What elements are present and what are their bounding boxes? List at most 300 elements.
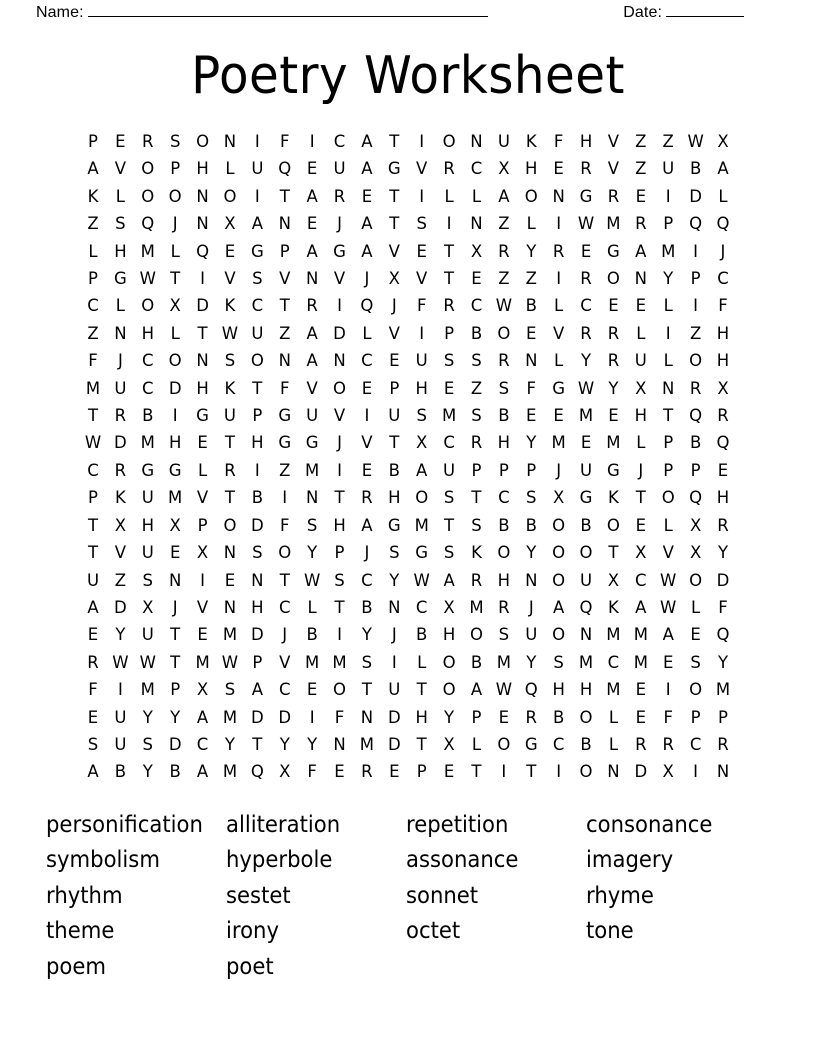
grid-cell[interactable]: V: [416, 269, 428, 289]
grid-cell[interactable]: P: [663, 460, 674, 480]
grid-cell[interactable]: Z: [635, 159, 647, 179]
grid-cell[interactable]: S: [361, 652, 373, 672]
grid-cell[interactable]: I: [309, 707, 315, 727]
grid-cell[interactable]: B: [498, 515, 510, 535]
grid-cell[interactable]: F: [279, 378, 290, 398]
grid-cell[interactable]: L: [636, 323, 646, 343]
grid-cell[interactable]: R: [498, 351, 510, 371]
grid-cell[interactable]: U: [497, 132, 510, 151]
grid-cell[interactable]: T: [444, 515, 455, 535]
grid-cell[interactable]: X: [607, 570, 620, 590]
grid-cell[interactable]: H: [415, 707, 428, 727]
grid-cell[interactable]: C: [580, 296, 592, 316]
grid-cell[interactable]: F: [334, 707, 345, 727]
grid-cell[interactable]: B: [525, 515, 537, 535]
grid-cell[interactable]: L: [663, 515, 673, 535]
grid-cell[interactable]: D: [333, 323, 346, 343]
grid-cell[interactable]: V: [224, 269, 236, 289]
grid-cell[interactable]: Z: [662, 132, 674, 151]
grid-cell[interactable]: S: [471, 515, 482, 535]
grid-cell[interactable]: X: [416, 433, 428, 453]
grid-cell[interactable]: R: [361, 488, 373, 508]
name-write-line[interactable]: [88, 4, 488, 17]
grid-cell[interactable]: E: [361, 460, 373, 480]
grid-cell[interactable]: H: [442, 625, 456, 645]
grid-cell[interactable]: A: [470, 680, 483, 700]
grid-cell[interactable]: S: [553, 652, 564, 672]
grid-cell[interactable]: A: [361, 132, 373, 151]
grid-cell[interactable]: X: [662, 762, 674, 782]
grid-cell[interactable]: M: [469, 597, 484, 617]
grid-cell[interactable]: A: [361, 159, 373, 179]
grid-cell[interactable]: B: [470, 323, 483, 343]
grid-cell[interactable]: E: [580, 241, 592, 261]
grid-cell[interactable]: E: [443, 762, 455, 782]
word-bank-item[interactable]: octet: [406, 918, 461, 945]
grid-cell[interactable]: L: [471, 734, 482, 754]
grid-cell[interactable]: D: [250, 707, 264, 727]
grid-cell[interactable]: R: [635, 214, 647, 234]
grid-cell[interactable]: D: [168, 734, 182, 754]
grid-cell[interactable]: L: [471, 186, 482, 206]
grid-cell[interactable]: V: [662, 543, 674, 563]
grid-cell[interactable]: E: [526, 323, 537, 343]
grid-cell[interactable]: N: [223, 543, 237, 563]
grid-cell[interactable]: E: [361, 186, 373, 206]
grid-cell[interactable]: L: [170, 323, 180, 343]
grid-cell[interactable]: X: [224, 214, 236, 234]
grid-cell[interactable]: B: [525, 296, 537, 316]
grid-cell[interactable]: G: [196, 406, 209, 426]
grid-cell[interactable]: O: [168, 186, 182, 206]
grid-cell[interactable]: W: [221, 652, 239, 672]
grid-cell[interactable]: U: [662, 159, 675, 179]
grid-cell[interactable]: T: [389, 186, 400, 206]
grid-cell[interactable]: P: [690, 707, 701, 727]
grid-cell[interactable]: Q: [579, 597, 593, 617]
grid-cell[interactable]: L: [718, 186, 728, 206]
grid-cell[interactable]: R: [717, 515, 729, 535]
grid-cell[interactable]: T: [416, 734, 427, 754]
grid-cell[interactable]: P: [197, 515, 208, 535]
grid-cell[interactable]: N: [223, 597, 237, 617]
grid-cell[interactable]: N: [579, 625, 593, 645]
grid-cell[interactable]: Z: [114, 570, 127, 590]
grid-cell[interactable]: O: [442, 680, 456, 700]
grid-cell[interactable]: W: [660, 570, 677, 590]
grid-cell[interactable]: H: [716, 323, 730, 343]
grid-cell[interactable]: E: [717, 460, 729, 480]
grid-cell[interactable]: S: [498, 625, 510, 645]
grid-cell[interactable]: I: [309, 132, 315, 151]
grid-cell[interactable]: O: [141, 186, 155, 206]
grid-cell[interactable]: E: [498, 707, 510, 727]
grid-cell[interactable]: E: [635, 680, 647, 700]
grid-cell[interactable]: A: [306, 351, 318, 371]
grid-cell[interactable]: T: [471, 488, 482, 508]
grid-cell[interactable]: X: [470, 241, 483, 261]
grid-cell[interactable]: F: [279, 515, 290, 535]
grid-cell[interactable]: B: [361, 597, 373, 617]
grid-cell[interactable]: T: [361, 680, 372, 700]
grid-cell[interactable]: H: [333, 515, 346, 535]
word-bank-item[interactable]: alliteration: [226, 811, 341, 838]
grid-cell[interactable]: B: [689, 159, 702, 179]
grid-cell[interactable]: P: [718, 707, 728, 727]
grid-cell[interactable]: I: [556, 269, 562, 289]
grid-cell[interactable]: G: [114, 269, 127, 289]
grid-cell[interactable]: J: [720, 241, 726, 261]
grid-cell[interactable]: E: [526, 406, 537, 426]
grid-cell[interactable]: X: [689, 515, 702, 535]
grid-cell[interactable]: T: [170, 269, 181, 289]
grid-cell[interactable]: T: [389, 214, 400, 234]
grid-cell[interactable]: V: [416, 159, 428, 179]
grid-cell[interactable]: N: [305, 488, 319, 508]
grid-cell[interactable]: C: [498, 488, 510, 508]
grid-cell[interactable]: O: [223, 186, 237, 206]
grid-cell[interactable]: J: [282, 625, 288, 645]
grid-cell[interactable]: U: [114, 734, 127, 754]
grid-cell[interactable]: C: [635, 570, 647, 590]
grid-cell[interactable]: L: [225, 159, 235, 179]
grid-cell[interactable]: E: [635, 296, 647, 316]
grid-cell[interactable]: G: [333, 241, 346, 261]
grid-cell[interactable]: L: [115, 186, 125, 206]
grid-cell[interactable]: I: [282, 488, 288, 508]
grid-cell[interactable]: E: [553, 159, 564, 179]
grid-cell[interactable]: G: [552, 378, 566, 398]
grid-cell[interactable]: O: [689, 351, 703, 371]
grid-cell[interactable]: L: [663, 351, 673, 371]
grid-cell[interactable]: N: [196, 351, 209, 371]
grid-cell[interactable]: I: [693, 296, 699, 316]
grid-cell[interactable]: T: [663, 406, 674, 426]
grid-cell[interactable]: O: [442, 132, 456, 151]
grid-cell[interactable]: U: [141, 488, 154, 508]
grid-cell[interactable]: I: [337, 625, 342, 645]
grid-cell[interactable]: B: [114, 762, 127, 782]
grid-cell[interactable]: D: [387, 707, 401, 727]
grid-cell[interactable]: I: [200, 570, 205, 590]
grid-cell[interactable]: O: [552, 515, 566, 535]
grid-cell[interactable]: P: [88, 132, 98, 151]
grid-cell[interactable]: E: [471, 269, 482, 289]
word-search-grid[interactable]: [79, 128, 736, 786]
grid-cell[interactable]: X: [142, 597, 154, 617]
grid-cell[interactable]: L: [608, 734, 619, 754]
grid-cell[interactable]: L: [691, 597, 701, 617]
grid-cell[interactable]: A: [717, 159, 729, 179]
grid-cell[interactable]: H: [251, 433, 264, 453]
grid-cell[interactable]: M: [606, 625, 621, 645]
grid-cell[interactable]: Y: [608, 378, 619, 398]
grid-cell[interactable]: N: [552, 186, 565, 206]
grid-cell[interactable]: N: [470, 132, 483, 151]
grid-cell[interactable]: R: [306, 296, 318, 316]
grid-cell[interactable]: M: [606, 680, 621, 700]
grid-cell[interactable]: T: [635, 488, 646, 508]
grid-cell[interactable]: M: [578, 406, 594, 426]
grid-cell[interactable]: E: [635, 515, 647, 535]
grid-cell[interactable]: E: [416, 241, 427, 261]
grid-cell[interactable]: I: [665, 186, 671, 206]
grid-cell[interactable]: W: [303, 570, 321, 590]
grid-cell[interactable]: L: [663, 296, 673, 316]
grid-cell[interactable]: G: [305, 433, 319, 453]
grid-cell[interactable]: J: [117, 351, 123, 371]
grid-cell[interactable]: S: [498, 378, 510, 398]
grid-cell[interactable]: J: [364, 543, 370, 563]
grid-cell[interactable]: J: [337, 433, 342, 453]
grid-cell[interactable]: B: [251, 488, 264, 508]
grid-cell[interactable]: E: [580, 433, 592, 453]
grid-cell[interactable]: O: [497, 323, 511, 343]
grid-cell[interactable]: L: [197, 460, 208, 480]
word-bank-item[interactable]: sestet: [226, 882, 291, 909]
grid-cell[interactable]: D: [634, 762, 648, 782]
grid-cell[interactable]: X: [443, 597, 455, 617]
grid-cell[interactable]: V: [279, 269, 291, 289]
grid-cell[interactable]: M: [168, 488, 183, 508]
grid-cell[interactable]: G: [141, 460, 155, 480]
grid-cell[interactable]: N: [607, 762, 620, 782]
grid-cell[interactable]: O: [278, 543, 292, 563]
grid-cell[interactable]: T: [471, 762, 482, 782]
grid-cell[interactable]: S: [252, 269, 263, 289]
grid-cell[interactable]: D: [250, 625, 264, 645]
grid-cell[interactable]: A: [635, 241, 647, 261]
grid-cell[interactable]: L: [554, 296, 564, 316]
grid-cell[interactable]: X: [196, 543, 209, 563]
grid-cell[interactable]: M: [140, 241, 155, 261]
grid-cell[interactable]: V: [361, 433, 373, 453]
grid-cell[interactable]: P: [498, 460, 509, 480]
grid-cell[interactable]: J: [172, 214, 178, 234]
grid-cell[interactable]: K: [471, 543, 482, 563]
grid-cell[interactable]: T: [224, 488, 235, 508]
grid-cell[interactable]: H: [525, 159, 538, 179]
grid-cell[interactable]: M: [551, 433, 566, 453]
grid-cell[interactable]: V: [607, 132, 620, 151]
grid-cell[interactable]: R: [443, 159, 455, 179]
grid-cell[interactable]: N: [525, 570, 538, 590]
grid-cell[interactable]: H: [196, 378, 209, 398]
grid-cell[interactable]: S: [334, 570, 345, 590]
grid-cell[interactable]: C: [361, 570, 373, 590]
grid-cell[interactable]: X: [196, 680, 209, 700]
grid-cell[interactable]: C: [470, 159, 483, 179]
grid-cell[interactable]: M: [715, 680, 731, 700]
grid-cell[interactable]: E: [389, 762, 400, 782]
grid-cell[interactable]: G: [250, 241, 264, 261]
grid-cell[interactable]: A: [251, 680, 263, 700]
grid-cell[interactable]: X: [552, 488, 565, 508]
grid-cell[interactable]: N: [305, 269, 319, 289]
grid-cell[interactable]: H: [114, 241, 127, 261]
grid-cell[interactable]: K: [224, 378, 236, 398]
grid-cell[interactable]: I: [665, 323, 671, 343]
grid-cell[interactable]: Q: [524, 680, 538, 700]
grid-cell[interactable]: B: [580, 515, 592, 535]
grid-cell[interactable]: A: [553, 597, 565, 617]
grid-cell[interactable]: K: [224, 296, 236, 316]
grid-cell[interactable]: M: [222, 625, 238, 645]
grid-cell[interactable]: V: [196, 597, 209, 617]
grid-cell[interactable]: W: [577, 214, 595, 234]
grid-cell[interactable]: C: [415, 597, 428, 617]
grid-cell[interactable]: S: [142, 570, 154, 590]
grid-cell[interactable]: R: [607, 186, 620, 206]
grid-cell[interactable]: C: [607, 652, 620, 672]
grid-cell[interactable]: G: [524, 734, 538, 754]
grid-cell[interactable]: A: [87, 159, 99, 179]
word-bank-item[interactable]: rhyme: [586, 882, 654, 909]
name-field[interactable]: [36, 4, 488, 22]
grid-cell[interactable]: O: [196, 132, 210, 151]
grid-cell[interactable]: O: [497, 543, 511, 563]
grid-cell[interactable]: Y: [142, 762, 153, 782]
grid-cell[interactable]: P: [416, 762, 427, 782]
grid-cell[interactable]: A: [306, 186, 318, 206]
grid-cell[interactable]: W: [112, 652, 129, 672]
grid-cell[interactable]: Y: [142, 707, 153, 727]
grid-cell[interactable]: W: [495, 296, 513, 316]
grid-cell[interactable]: Y: [444, 707, 455, 727]
grid-cell[interactable]: O: [469, 625, 483, 645]
grid-cell[interactable]: I: [254, 186, 260, 206]
grid-cell[interactable]: U: [141, 543, 154, 563]
grid-cell[interactable]: C: [689, 734, 702, 754]
grid-cell[interactable]: T: [444, 269, 455, 289]
grid-cell[interactable]: A: [306, 323, 318, 343]
grid-cell[interactable]: I: [337, 296, 342, 316]
grid-cell[interactable]: I: [665, 680, 671, 700]
grid-cell[interactable]: U: [443, 460, 456, 480]
grid-cell[interactable]: R: [114, 406, 127, 426]
grid-cell[interactable]: M: [222, 707, 238, 727]
grid-cell[interactable]: O: [168, 351, 182, 371]
grid-cell[interactable]: Z: [635, 132, 647, 151]
grid-cell[interactable]: B: [552, 707, 565, 727]
grid-cell[interactable]: W: [577, 378, 595, 398]
grid-cell[interactable]: U: [388, 406, 401, 426]
grid-cell[interactable]: V: [607, 159, 620, 179]
grid-cell[interactable]: K: [525, 132, 537, 151]
grid-cell[interactable]: Y: [115, 625, 126, 645]
grid-cell[interactable]: H: [579, 680, 593, 700]
grid-cell[interactable]: R: [525, 707, 537, 727]
grid-cell[interactable]: O: [223, 515, 237, 535]
grid-cell[interactable]: O: [415, 488, 429, 508]
grid-cell[interactable]: L: [115, 296, 125, 316]
grid-cell[interactable]: I: [556, 214, 562, 234]
grid-cell[interactable]: V: [114, 159, 127, 179]
grid-cell[interactable]: U: [580, 460, 593, 480]
grid-cell[interactable]: M: [140, 433, 155, 453]
grid-cell[interactable]: T: [170, 625, 181, 645]
grid-cell[interactable]: Y: [717, 652, 729, 672]
grid-cell[interactable]: M: [305, 460, 320, 480]
grid-cell[interactable]: E: [635, 186, 647, 206]
grid-cell[interactable]: K: [87, 186, 99, 206]
word-bank-item[interactable]: assonance: [406, 847, 519, 874]
grid-cell[interactable]: J: [638, 460, 644, 480]
grid-cell[interactable]: O: [333, 378, 347, 398]
grid-cell[interactable]: I: [693, 241, 699, 261]
grid-cell[interactable]: Q: [689, 406, 703, 426]
grid-cell[interactable]: X: [717, 378, 729, 398]
grid-cell[interactable]: F: [88, 680, 98, 700]
grid-cell[interactable]: V: [388, 241, 400, 261]
grid-cell[interactable]: E: [197, 625, 208, 645]
grid-cell[interactable]: N: [251, 570, 264, 590]
grid-cell[interactable]: T: [334, 597, 345, 617]
grid-cell[interactable]: H: [716, 351, 730, 371]
grid-cell[interactable]: Y: [389, 570, 400, 590]
grid-cell[interactable]: Q: [689, 214, 703, 234]
grid-cell[interactable]: T: [608, 543, 619, 563]
grid-cell[interactable]: I: [419, 323, 425, 343]
grid-cell[interactable]: C: [278, 680, 291, 700]
grid-cell[interactable]: R: [662, 734, 674, 754]
grid-cell[interactable]: S: [416, 406, 427, 426]
grid-cell[interactable]: K: [114, 488, 126, 508]
grid-cell[interactable]: O: [606, 515, 620, 535]
grid-cell[interactable]: S: [416, 214, 427, 234]
grid-cell[interactable]: Z: [498, 214, 510, 234]
grid-cell[interactable]: Q: [278, 159, 292, 179]
grid-cell[interactable]: K: [608, 597, 619, 617]
grid-cell[interactable]: P: [471, 460, 482, 480]
grid-cell[interactable]: O: [661, 488, 675, 508]
grid-cell[interactable]: P: [88, 488, 98, 508]
grid-cell[interactable]: U: [306, 406, 319, 426]
grid-cell[interactable]: Q: [716, 433, 730, 453]
grid-cell[interactable]: M: [195, 652, 210, 672]
grid-cell[interactable]: B: [142, 406, 154, 426]
grid-cell[interactable]: H: [415, 378, 428, 398]
grid-cell[interactable]: T: [279, 296, 290, 316]
grid-cell[interactable]: R: [361, 762, 373, 782]
word-bank-item[interactable]: poet: [226, 953, 274, 980]
grid-cell[interactable]: V: [388, 323, 400, 343]
grid-cell[interactable]: T: [279, 570, 290, 590]
grid-cell[interactable]: K: [608, 488, 619, 508]
grid-cell[interactable]: M: [359, 734, 375, 754]
grid-cell[interactable]: L: [362, 323, 372, 343]
grid-cell[interactable]: L: [88, 241, 98, 261]
grid-cell[interactable]: C: [717, 269, 729, 289]
grid-cell[interactable]: X: [443, 734, 455, 754]
grid-cell[interactable]: M: [441, 406, 457, 426]
grid-cell[interactable]: Q: [716, 625, 730, 645]
grid-cell[interactable]: Y: [717, 543, 729, 563]
grid-cell[interactable]: N: [333, 734, 346, 754]
grid-cell[interactable]: E: [306, 680, 318, 700]
date-field[interactable]: [623, 4, 744, 22]
grid-cell[interactable]: M: [414, 515, 429, 535]
grid-cell[interactable]: U: [114, 707, 127, 727]
grid-cell[interactable]: S: [526, 488, 537, 508]
grid-cell[interactable]: R: [689, 378, 702, 398]
grid-cell[interactable]: A: [87, 597, 99, 617]
grid-cell[interactable]: S: [252, 543, 263, 563]
grid-cell[interactable]: P: [170, 159, 181, 179]
grid-cell[interactable]: A: [361, 241, 373, 261]
grid-cell[interactable]: D: [716, 570, 730, 590]
grid-cell[interactable]: G: [168, 460, 182, 480]
